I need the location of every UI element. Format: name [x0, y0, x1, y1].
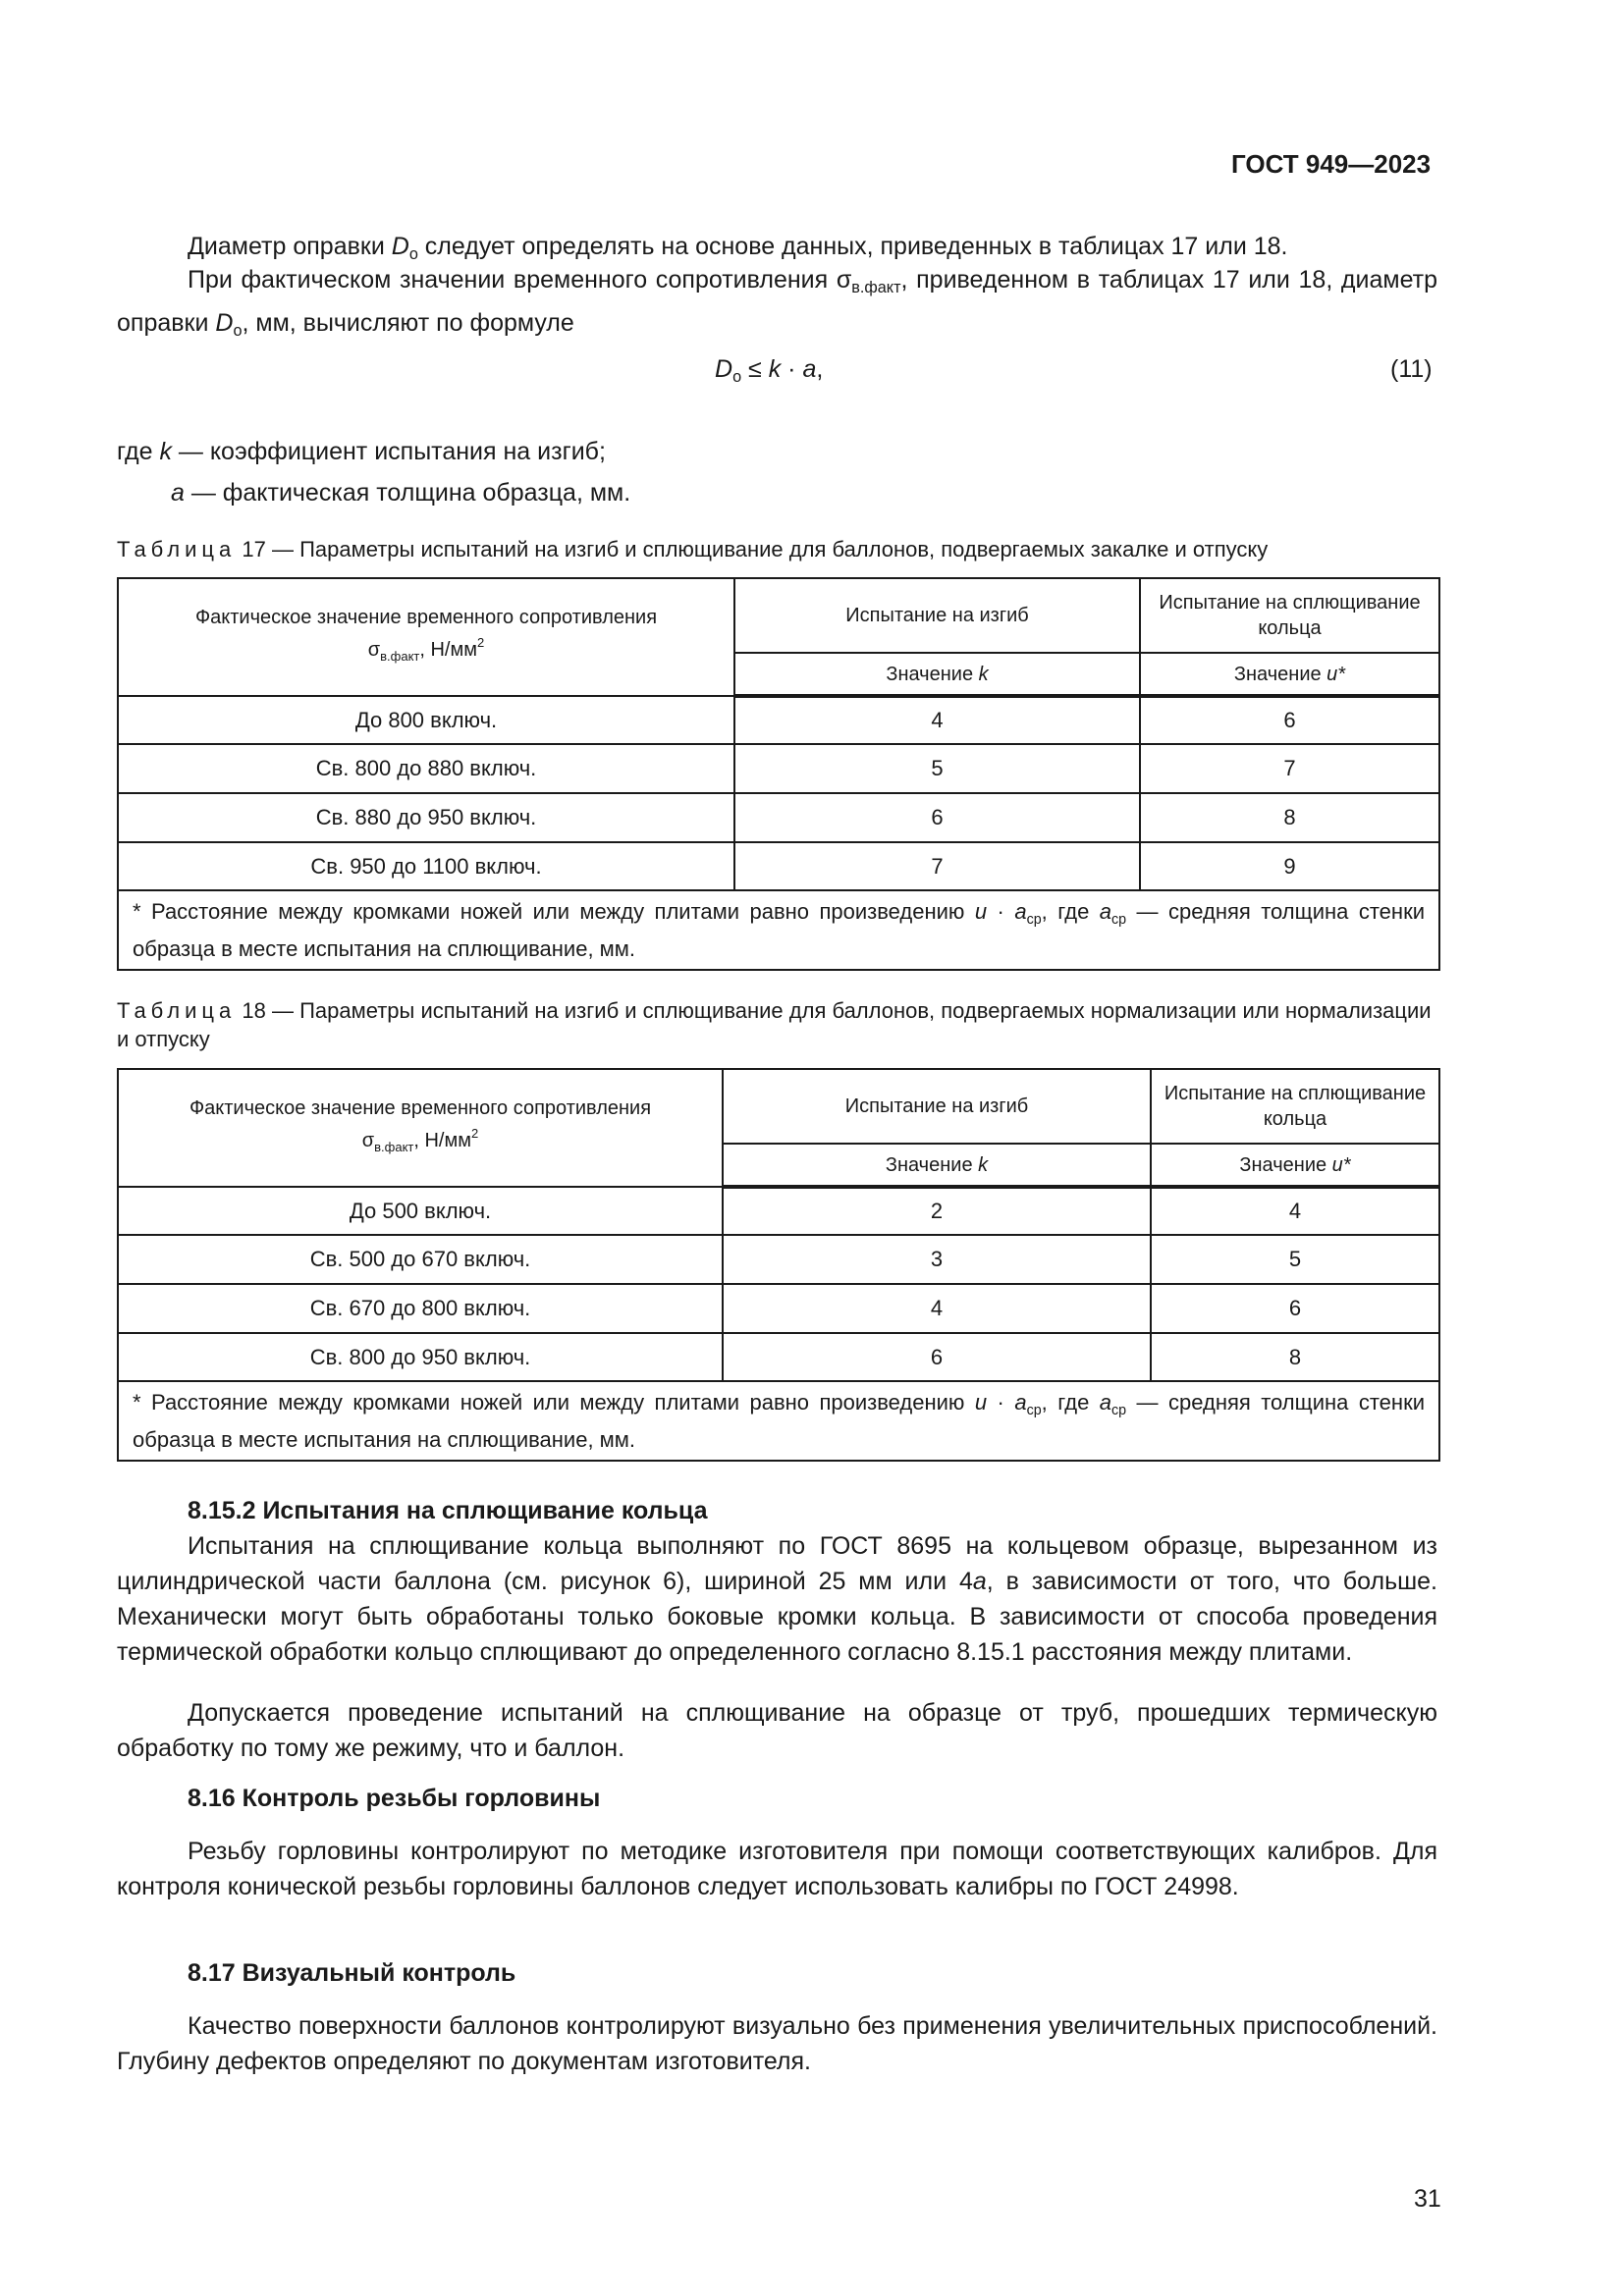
subscript: o — [408, 245, 418, 263]
symbol: k — [978, 663, 989, 685]
superscript: 2 — [470, 1126, 479, 1141]
sigma-symbol: σ — [367, 639, 381, 661]
table-row — [118, 744, 1439, 793]
table-17 — [117, 577, 1440, 971]
caption-label: Таблица — [117, 537, 237, 561]
text: — средняя толщина стенки образца в месте испытания на сплющивание, мм. — [133, 1390, 1425, 1452]
range-cell: Св. 880 до 950 включ. — [118, 793, 734, 842]
text: Значение — [886, 663, 979, 685]
k-cell: 6 — [723, 1333, 1151, 1381]
text: где — [117, 438, 160, 465]
subscript: ср — [1111, 1403, 1127, 1418]
symbol: a — [972, 1568, 987, 1595]
subscript: в.факт — [374, 1140, 414, 1154]
header-text: Фактическое значение временного сопротивления — [189, 1097, 652, 1119]
subscript: ср — [1026, 1403, 1042, 1418]
symbol: a — [171, 479, 185, 507]
table18-col3-subheader — [1151, 1144, 1439, 1187]
table-18 — [117, 1068, 1440, 1462]
caption-text: 18 — Параметры испытаний на изгиб и сплющивание для баллонов, подвергаемых нормализации или нормализации и отпуску — [117, 998, 1432, 1051]
u-cell: 5 — [1151, 1235, 1439, 1284]
k-cell: 4 — [723, 1284, 1151, 1333]
text: * Расстояние между кромками ножей или между плитами равно произведению — [133, 899, 975, 924]
text: · — [987, 899, 1015, 924]
table-row — [118, 842, 1439, 890]
text: , где — [1041, 899, 1100, 924]
section-8-16-paragraph: Резьбу горловины контролируют по методике изготовителя при помощи соответствующих калибров. Для контроля конической резьбы горловины баллонов следует использовать калибры по ГОСТ 24998. — [117, 1838, 1437, 1900]
text: — коэффициент испытания на изгиб; — [171, 438, 606, 465]
text: · — [987, 1390, 1015, 1415]
subscript: в.факт — [380, 649, 420, 664]
table18-col1-header — [118, 1069, 723, 1187]
table-row — [118, 1284, 1439, 1333]
table17-col3-subheader — [1140, 653, 1439, 696]
symbol: k — [978, 1153, 989, 1176]
section-title-8-17: 8.17 Визуальный контроль — [188, 1959, 516, 1987]
text: * Расстояние между кромками ножей или между плитами равно произведению — [133, 1390, 975, 1415]
range-cell: Св. 500 до 670 включ. — [118, 1235, 723, 1284]
range-cell: Св. 800 до 880 включ. — [118, 744, 734, 793]
u-cell: 4 — [1151, 1187, 1439, 1235]
u-cell: 8 — [1140, 793, 1439, 842]
text: , где — [1041, 1390, 1100, 1415]
header-unit — [129, 630, 724, 669]
range-cell: Св. 670 до 800 включ. — [118, 1284, 723, 1333]
text: Диаметр оправки — [188, 233, 392, 260]
range-cell: До 500 включ. — [118, 1187, 723, 1235]
k-cell: 5 — [734, 744, 1140, 793]
subscript: o — [732, 368, 742, 386]
formula-k: k — [768, 355, 782, 383]
range-cell: Св. 950 до 1100 включ. — [118, 842, 734, 890]
unit-text: , Н/мм — [419, 639, 477, 661]
table17-col2-header: Испытание на изгиб — [734, 578, 1140, 653]
section-title-8-15-2: 8.15.2 Испытания на сплющивание кольца — [188, 1497, 708, 1524]
text: — средняя толщина стенки образца в месте испытания на сплющивание, мм. — [133, 899, 1425, 961]
table18-footnote — [118, 1381, 1439, 1461]
symbol: a — [1099, 1390, 1112, 1415]
where-line-a — [171, 479, 630, 507]
formula-dot: · — [781, 355, 803, 383]
table18-col2-header: Испытание на изгиб — [723, 1069, 1151, 1144]
symbol: a — [1014, 1390, 1027, 1415]
superscript: 2 — [476, 635, 485, 650]
section-8-15-2-paragraph-2: Допускается проведение испытаний на сплющивание на образце от труб, прошедших термическую обработку по тому же режиму, что и баллон. — [117, 1699, 1437, 1762]
subscript: в.факт — [851, 279, 901, 296]
page-number: 31 — [1414, 2185, 1441, 2213]
text: следует определять на основе данных, приведенных в таблицах 17 или 18. — [417, 233, 1288, 260]
text: Значение — [1239, 1153, 1332, 1176]
k-cell: 7 — [734, 842, 1140, 890]
table18-col3-header: Испытание на сплющивание кольца — [1151, 1069, 1439, 1144]
table17-caption — [117, 535, 1437, 563]
formula-11 — [715, 355, 823, 387]
text: — фактическая толщина образца, мм. — [184, 479, 631, 507]
text: Значение — [1233, 663, 1327, 685]
table17-footnote — [118, 890, 1439, 970]
standard-header: ГОСТ 949—2023 — [1231, 149, 1432, 179]
symbol: D — [215, 309, 234, 337]
table18-col2-subheader — [723, 1144, 1151, 1187]
symbol: u* — [1326, 663, 1346, 685]
header-unit — [129, 1121, 712, 1160]
table17-col2-subheader — [734, 653, 1140, 696]
table-row — [118, 696, 1439, 744]
u-cell: 6 — [1140, 696, 1439, 744]
symbol: u* — [1331, 1153, 1351, 1176]
sigma-symbol: σ — [836, 266, 852, 294]
symbol: a — [1099, 899, 1112, 924]
table-row — [118, 1235, 1439, 1284]
symbol: a — [1014, 899, 1027, 924]
subscript: ср — [1111, 912, 1127, 928]
table-row — [118, 1333, 1439, 1381]
formula-number: (11) — [1390, 355, 1433, 383]
text: Значение — [885, 1153, 979, 1176]
range-cell: Св. 800 до 950 включ. — [118, 1333, 723, 1381]
range-cell: До 800 включ. — [118, 696, 734, 744]
text: При фактическом значении временного сопротивления — [188, 266, 837, 294]
table-row — [118, 793, 1439, 842]
section-title-8-16: 8.16 Контроль резьбы горловины — [188, 1785, 601, 1812]
u-cell: 8 — [1151, 1333, 1439, 1381]
formula-tail: , — [816, 355, 824, 383]
section-8-15-2-paragraph-1 — [117, 1528, 1437, 1670]
symbol: u — [974, 899, 988, 924]
k-cell: 4 — [734, 696, 1140, 744]
header-text: Фактическое значение временного сопротивления — [194, 607, 658, 628]
intro-paragraph-2 — [117, 262, 1437, 348]
u-cell: 7 — [1140, 744, 1439, 793]
sigma-symbol: σ — [361, 1130, 375, 1151]
symbol: D — [391, 233, 409, 260]
caption-text: 17 — Параметры испытаний на изгиб и сплющивание для баллонов, подвергаемых закалке и отпуску — [236, 537, 1269, 561]
where-line-k — [117, 438, 606, 466]
formula-a: a — [802, 355, 817, 383]
table17-col3-header: Испытание на сплющивание кольца — [1140, 578, 1439, 653]
k-cell: 2 — [723, 1187, 1151, 1235]
table-row — [118, 1187, 1439, 1235]
symbol: k — [159, 438, 172, 465]
table17-col1-header — [118, 578, 734, 696]
k-cell: 3 — [723, 1235, 1151, 1284]
table18-caption — [117, 996, 1437, 1053]
section-8-17-paragraph: Качество поверхности баллонов контролируют визуально без применения увеличительных приспособлений. Глубину дефектов определяют по документам изготовителя. — [117, 2012, 1437, 2075]
u-cell: 9 — [1140, 842, 1439, 890]
symbol: u — [974, 1390, 988, 1415]
u-cell: 6 — [1151, 1284, 1439, 1333]
caption-label: Таблица — [117, 998, 237, 1023]
text: , приведенном в таблицах 17 или 18, диаметр оправки — [117, 266, 1437, 337]
text: , мм, вычисляют по формуле — [242, 309, 574, 337]
text: , в зависимости от того, что больше. Механически могут быть обработаны только боковые кромки кольца. В зависимости от способа проведения термической обработки кольцо сплющивают до определенного согласно 8.15.1 расстояния между плитами. — [117, 1568, 1438, 1666]
subscript: ср — [1026, 912, 1042, 928]
unit-text: , Н/мм — [413, 1130, 471, 1151]
subscript: o — [233, 322, 243, 340]
formula-relation: ≤ — [741, 355, 769, 383]
text: Испытания на сплющивание кольца выполняют по ГОСТ 8695 на кольцевом образце, вырезанном из цилиндрической части баллона (см. рисунок 6), шириной 25 мм или 4 — [117, 1532, 1437, 1595]
formula-lhs: D — [715, 355, 733, 383]
k-cell: 6 — [734, 793, 1140, 842]
